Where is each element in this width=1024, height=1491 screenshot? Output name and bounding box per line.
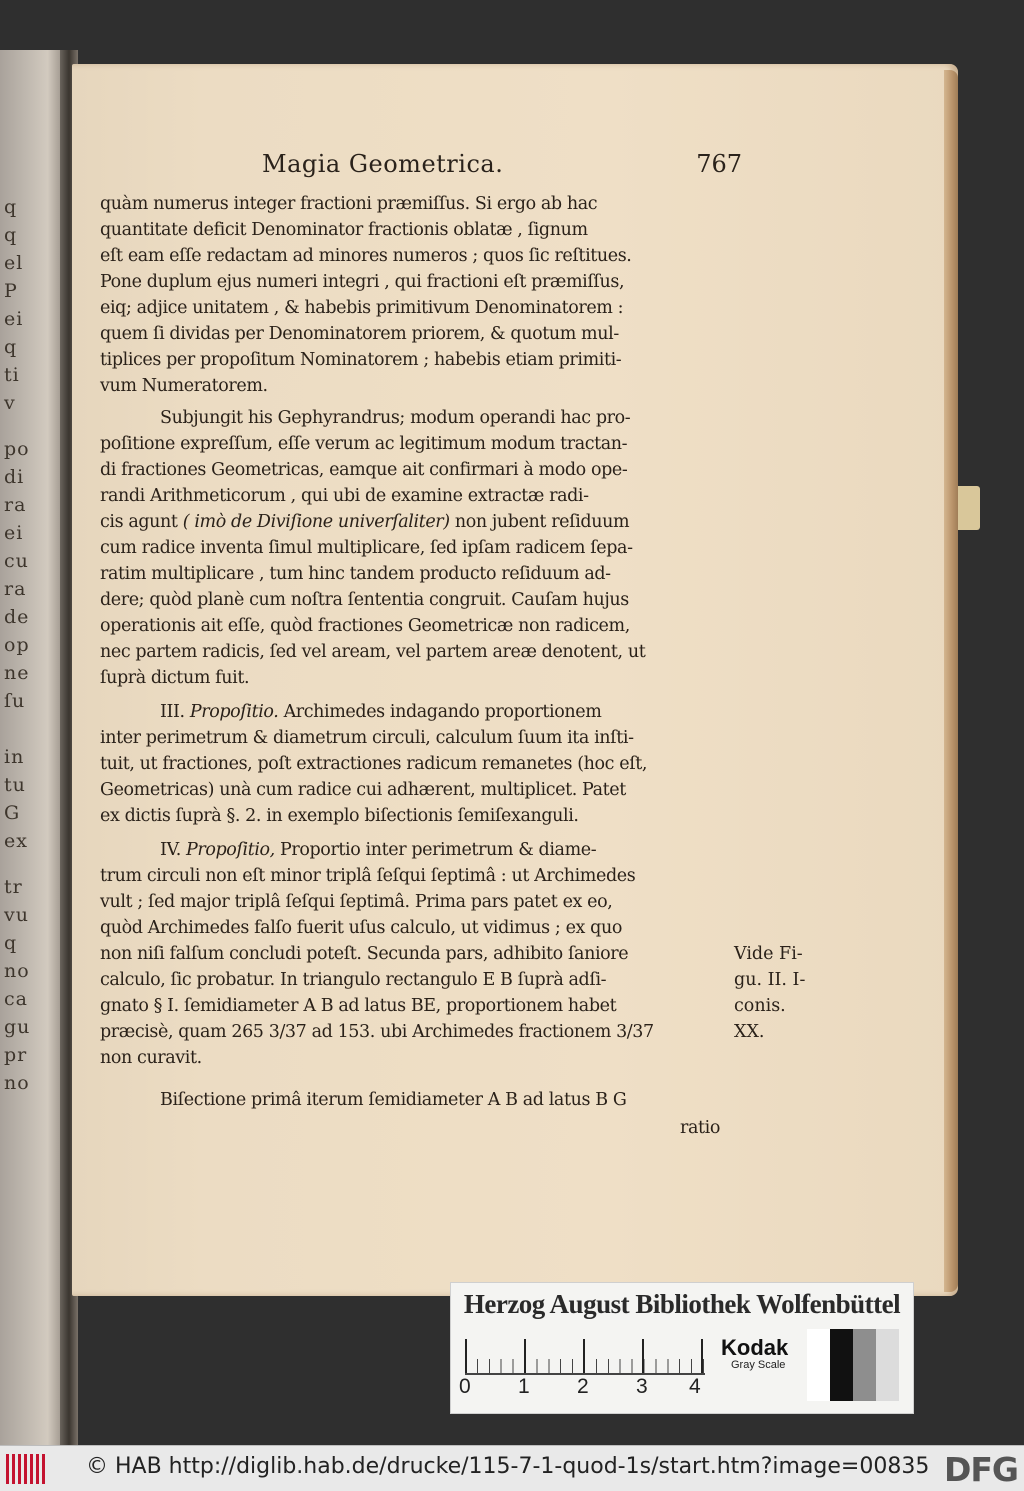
running-title: Magia Geometrica. <box>262 150 504 178</box>
gray-swatch <box>830 1329 853 1401</box>
text-line: calculo, ſic probatur. In triangulo rectangulo E B ſuprà adſi- <box>100 970 607 990</box>
margin-note-line: XX. <box>734 1022 765 1042</box>
text-line: Biſectione primâ iterum ſemidiameter A B ad latus B G <box>160 1090 627 1110</box>
left-page-fragment: de <box>4 606 30 628</box>
dfg-logo: DFG <box>943 1450 1018 1489</box>
italic-phrase: ( imò de Diviſione univerſaliter) <box>182 512 450 532</box>
text-line: ratim multiplicare , tum hinc tandem producto reſiduum ad- <box>100 564 611 584</box>
text-span: Proportio inter perimetrum & diame- <box>280 840 597 860</box>
text-span: non jubent reſiduum <box>454 512 630 532</box>
text-line: eiq; adjice unitatem , & habebis primitivum Denominatorem : <box>100 298 624 318</box>
left-page-fragment: po <box>4 438 30 460</box>
ruler-major-tick <box>524 1339 526 1373</box>
left-page-fragment: ſu <box>4 690 26 712</box>
text-span: cis agunt <box>100 512 178 532</box>
text-line: di fractiones Geometricas, eamque ait confirmari à modo ope- <box>100 460 628 480</box>
left-page-fragment: ti <box>4 364 20 386</box>
text-line: ex dictis ſuprà §. 2. in exemplo biſectionis ſemiſexanguli. <box>100 806 579 826</box>
left-facing-page <box>0 50 68 1445</box>
margin-note-line: Vide Fi- <box>734 944 803 964</box>
gray-swatch <box>876 1329 899 1401</box>
left-page-fragment: tr <box>4 876 23 898</box>
left-page-fragment: q <box>4 224 18 246</box>
left-page-fragment: q <box>4 336 18 358</box>
text-line: dere; quòd planè cum noſtra ſententia congruit. Cauſam hujus <box>100 590 629 610</box>
gray-scale-swatches <box>807 1329 899 1401</box>
text-line: operationis ait eſſe, quòd fractiones Geometricæ non radicem, <box>100 616 630 636</box>
text-line: quantitate deficit Denominator fractionis oblatæ , ſignum <box>100 220 588 240</box>
left-page-fragment: ei <box>4 308 24 330</box>
ruler-major-tick <box>465 1339 467 1373</box>
text-line: vult ; ſed major triplâ ſeſqui ſeptimâ. Prima pars patet ex eo, <box>100 892 613 912</box>
text-line: non niſi falſum concludi poteſt. Secunda pars, adhibito ſaniore <box>100 944 629 964</box>
ruler-label: 4 <box>689 1375 701 1398</box>
text-line: tiplices per propoſitum Nominatorem ; habebis etiam primiti- <box>100 350 622 370</box>
gray-swatch <box>853 1329 876 1401</box>
left-page-fragment: v <box>4 392 16 414</box>
page-edge <box>944 70 958 1292</box>
left-page-fragment: in <box>4 746 25 768</box>
text-line: gnato § I. ſemidiameter A B ad latus BE, proportionem habet <box>100 996 617 1016</box>
text-line: poſitione expreſſum, eſſe verum ac legitimum modum tractan- <box>100 434 628 454</box>
proposition-label: Propoſitio, <box>186 840 275 860</box>
left-page-fragment: pr <box>4 1044 28 1066</box>
bookmark-tab <box>958 486 980 530</box>
text-line: quòd Archimedes falſo fuerit uſus calculo, ut vidimus ; ex quo <box>100 918 622 938</box>
catchword: ratio <box>680 1118 720 1138</box>
left-page-fragment: cu <box>4 550 29 572</box>
left-page-fragment: q <box>4 932 18 954</box>
left-page-fragment: P <box>4 280 18 302</box>
left-page-fragment: ra <box>4 494 27 516</box>
text-line: non curavit. <box>100 1048 202 1068</box>
left-page-fragment: q <box>4 196 18 218</box>
text-line: cum radice inventa ſimul multiplicare, ſed ipſam radicem ſepa- <box>100 538 633 558</box>
ruler-major-tick <box>583 1339 585 1373</box>
footer-bar <box>0 1445 1024 1491</box>
left-page-fragment: vu <box>4 904 29 926</box>
gray-swatch <box>807 1329 830 1401</box>
text-line: quàm numerus integer fractioni præmiſſus. Si ergo ab hac <box>100 194 598 214</box>
text-line: randi Arithmeticorum , qui ubi de examine extractæ radi- <box>100 486 589 506</box>
text-line: trum circuli non eſt minor triplâ ſeſqui ſeptimâ : ut Archimedes <box>100 866 636 886</box>
proposition-number: IV. <box>160 840 181 860</box>
margin-note-line: conis. <box>734 996 786 1016</box>
footer-link[interactable]: © HAB http://diglib.hab.de/drucke/115-7-1-quod-1s/start.htm?image=00835 <box>86 1454 930 1479</box>
left-page-fragment: ne <box>4 662 30 684</box>
hab-logo-icon <box>6 1454 46 1484</box>
text-line: inter perimetrum & diametrum circuli, calculum ſuum ita inſti- <box>100 728 634 748</box>
left-page-fragment: no <box>4 1072 30 1094</box>
left-page-fragment: no <box>4 960 30 982</box>
text-line: ſuprà dictum fuit. <box>100 668 250 688</box>
ruler-label: 3 <box>636 1375 648 1398</box>
text-line: tuit, ut fractiones, poſt extractiones radicum remanetes (hoc eſt, <box>100 754 648 774</box>
left-page-fragment: op <box>4 634 30 656</box>
left-page-fragment: el <box>4 252 24 274</box>
left-page-fragment: G <box>4 802 21 824</box>
text-line: nec partem radicis, ſed vel aream, vel partem areæ denotent, ut <box>100 642 646 662</box>
calibration-title: Herzog August Bibliothek Wolfenbüttel <box>463 1289 901 1319</box>
left-page-fragment: ra <box>4 578 27 600</box>
left-page-fragment: ei <box>4 522 24 544</box>
text-line: præcisè, quam 265 3/37 ad 153. ubi Archimedes fractionem 3/37 <box>100 1022 654 1042</box>
text-line <box>100 512 629 532</box>
text-span: Archimedes indagando proportionem <box>283 702 602 722</box>
left-page-fragment: di <box>4 466 25 488</box>
scale-ruler <box>465 1333 705 1375</box>
proposition-heading <box>160 702 601 722</box>
left-page-fragment: tu <box>4 774 26 796</box>
text-line: Pone duplum ejus numeri integri , qui fractioni eſt præmiſſus, <box>100 272 625 292</box>
running-head <box>262 146 742 186</box>
ruler-label: 2 <box>577 1375 589 1398</box>
left-page-fragment: ca <box>4 988 28 1010</box>
text-line: quem ſi dividas per Denominatorem priorem, & quotum mul- <box>100 324 619 344</box>
text-line: vum Numeratorem. <box>100 376 268 396</box>
ruler-major-tick <box>642 1339 644 1373</box>
proposition-number: III. <box>160 702 185 722</box>
calibration-card <box>450 1282 914 1414</box>
kodak-subtitle: Gray Scale <box>731 1359 786 1371</box>
kodak-brand: Kodak <box>721 1335 789 1360</box>
margin-note-line: gu. II. I- <box>734 970 806 990</box>
proposition-label: Propoſitio. <box>189 702 279 722</box>
left-page-fragment: gu <box>4 1016 31 1038</box>
left-page-fragment: ex <box>4 830 28 852</box>
proposition-heading <box>160 840 596 860</box>
page-number: 767 <box>696 150 742 178</box>
ruler-major-tick <box>701 1339 703 1373</box>
ruler-label: 0 <box>459 1375 471 1398</box>
text-line: eſt eam eſſe redactam ad minores numeros ; quos ſic reſtitues. <box>100 246 632 266</box>
text-line: Geometricas) unà cum radice cui adhærent, multiplicet. Patet <box>100 780 626 800</box>
text-line: Subjungit his Gephyrandrus; modum operandi hac pro- <box>160 408 631 428</box>
ruler-label: 1 <box>518 1375 530 1398</box>
